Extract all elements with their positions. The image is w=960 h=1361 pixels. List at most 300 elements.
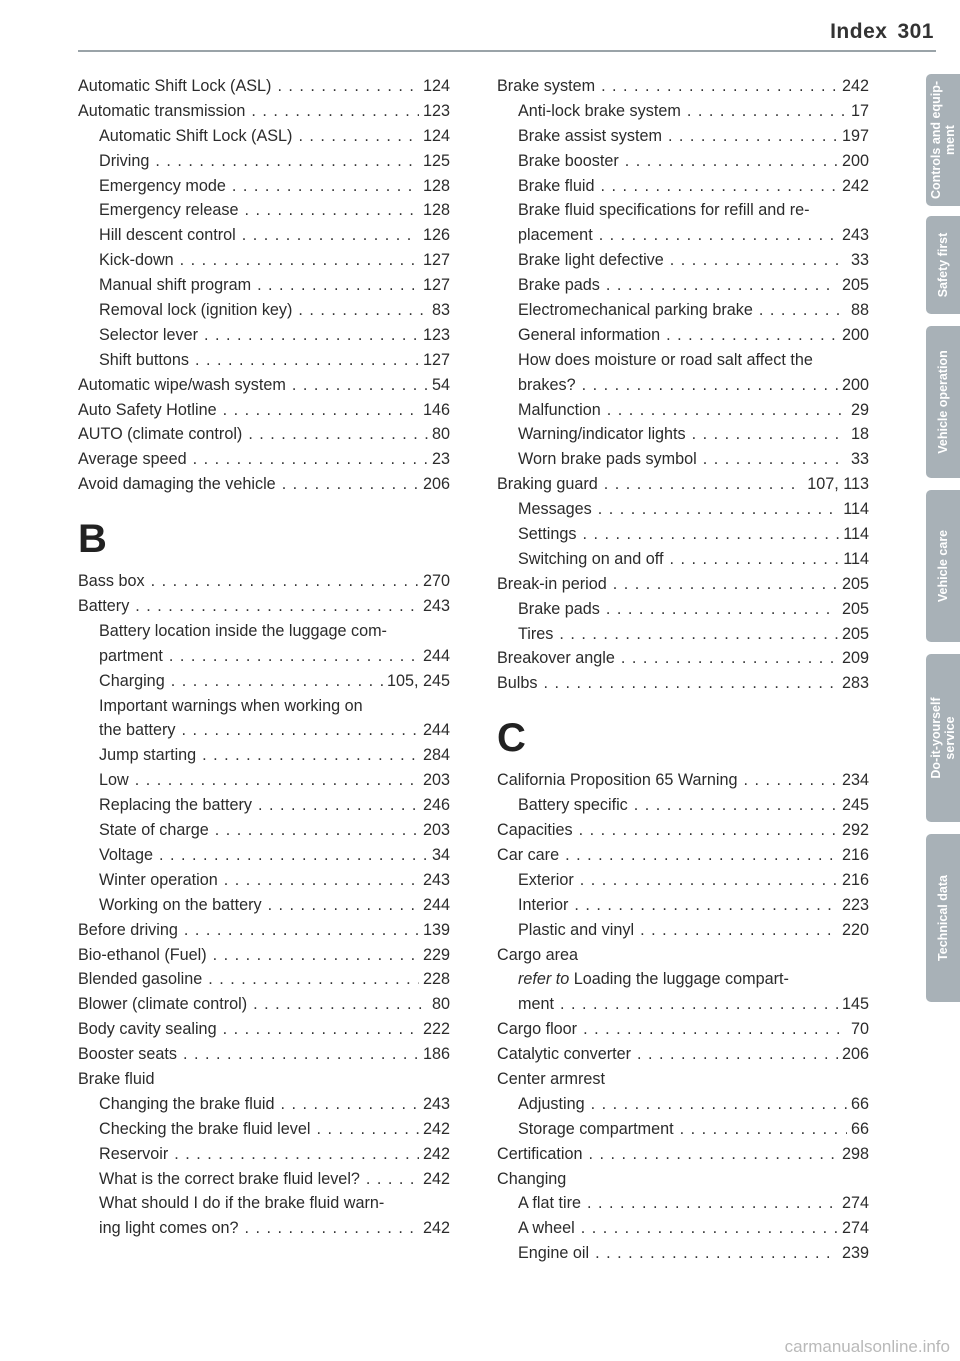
section-letter: B — [78, 517, 107, 562]
page-reference[interactable]: 298 — [841, 1144, 869, 1163]
index-subentry[interactable] — [497, 99, 869, 124]
page-reference[interactable]: 114 — [843, 525, 869, 544]
entry-text: Cargo area — [497, 945, 578, 964]
page-reference[interactable]: 246 — [422, 796, 450, 815]
chapter-tab[interactable] — [926, 216, 960, 314]
entry-text: Plastic and vinyl — [518, 920, 635, 939]
entry-text: ment — [518, 995, 554, 1014]
entry-text: Changing the brake fluid — [99, 1094, 275, 1113]
dot-leader — [135, 768, 419, 793]
index-entry[interactable] — [78, 74, 450, 99]
page-reference[interactable]: 70 — [850, 1020, 869, 1039]
entry-text: A wheel — [518, 1219, 575, 1238]
index-subentry[interactable] — [78, 273, 450, 298]
dot-leader — [277, 74, 419, 99]
index-subentry[interactable] — [497, 497, 869, 522]
entry-text: Switching on and off — [518, 549, 664, 568]
index-subentry[interactable] — [497, 1216, 869, 1241]
index-subentry[interactable] — [78, 298, 450, 323]
page-reference[interactable]: 242 — [841, 77, 869, 95]
index-subentry[interactable] — [497, 1092, 869, 1117]
index-subentry — [78, 619, 450, 644]
entry-text: Driving — [99, 151, 150, 170]
entry-text: Battery — [78, 597, 130, 616]
chapter-tab[interactable] — [926, 74, 960, 206]
page-reference[interactable]: 88 — [850, 301, 869, 320]
page-reference[interactable]: 242 — [841, 176, 869, 195]
page-reference[interactable]: 114 — [843, 500, 869, 519]
index-entry[interactable] — [78, 992, 450, 1017]
page-reference[interactable]: 125 — [422, 151, 450, 170]
page-reference[interactable]: 244 — [422, 646, 450, 665]
entry-text: Braking guard — [497, 475, 598, 494]
index-subentry[interactable] — [497, 597, 869, 622]
page-reference[interactable]: 127 — [422, 276, 450, 295]
page-reference[interactable]: 200 — [841, 375, 869, 394]
index-entry[interactable] — [497, 671, 869, 696]
entry-text: Warning/indicator lights — [518, 425, 686, 444]
dot-leader — [591, 1092, 847, 1117]
chapter-tab[interactable] — [926, 490, 960, 642]
dot-leader — [583, 522, 840, 547]
entry-text: Emergency mode — [99, 176, 226, 195]
index-entry[interactable] — [497, 768, 869, 793]
page-reference[interactable]: 203 — [422, 771, 450, 790]
index-subentry[interactable] — [78, 174, 450, 199]
entry-text: Brake fluid — [78, 1069, 155, 1088]
entry-text: Avoid damaging the vehicle — [78, 475, 276, 494]
chapter-tab[interactable] — [926, 834, 960, 1002]
index-subentry[interactable] — [78, 818, 450, 843]
entry-text: brakes? — [518, 375, 576, 394]
index-subentry — [497, 348, 869, 373]
dot-leader — [613, 572, 838, 597]
dot-leader — [574, 893, 838, 918]
index-entry[interactable] — [78, 373, 450, 398]
page-reference[interactable]: 83 — [431, 301, 450, 320]
page-reference[interactable]: 205 — [841, 574, 869, 593]
page-number: 301 — [897, 20, 934, 43]
dot-leader — [599, 223, 838, 248]
page-reference[interactable]: 200 — [841, 325, 869, 344]
page-reference[interactable]: 229 — [422, 945, 450, 964]
page-reference[interactable]: 245 — [841, 796, 869, 815]
entry-text: Brake pads — [518, 276, 600, 295]
dot-leader — [601, 74, 838, 99]
entry-text: Jump starting — [99, 746, 197, 765]
dot-leader — [316, 1117, 419, 1142]
page-reference[interactable]: 274 — [841, 1194, 869, 1213]
page-reference[interactable]: 283 — [841, 674, 869, 693]
entry-text: Winter operation — [99, 870, 218, 889]
page-reference[interactable]: 228 — [422, 970, 450, 989]
page-reference[interactable]: 243 — [422, 1094, 450, 1113]
chapter-tab-label: Vehicle operation — [936, 350, 950, 454]
index-entry[interactable] — [78, 422, 450, 447]
header-title: Index — [830, 20, 888, 43]
dot-leader — [666, 323, 838, 348]
index-subentry[interactable] — [497, 422, 869, 447]
dot-leader — [169, 644, 419, 669]
index-entry[interactable] — [497, 1017, 869, 1042]
index-subentry[interactable] — [78, 1167, 450, 1192]
page-reference[interactable]: 33 — [850, 251, 869, 270]
index-subentry[interactable] — [497, 248, 869, 273]
chapter-tab-label: Controls and equip- ment — [929, 80, 957, 200]
index-subentry[interactable] — [497, 223, 869, 248]
page-reference[interactable]: 205 — [841, 624, 869, 643]
index-subentry — [497, 967, 869, 992]
page-reference[interactable]: 197 — [841, 126, 869, 145]
entry-text: Battery specific — [518, 796, 628, 815]
index-subentry[interactable] — [497, 868, 869, 893]
page-reference[interactable]: 206 — [841, 1045, 869, 1064]
entry-text: Voltage — [99, 845, 154, 864]
dot-leader — [258, 793, 419, 818]
page-reference[interactable]: 66 — [850, 1119, 869, 1138]
page-reference[interactable]: 124 — [422, 77, 450, 95]
entry-text: Bulbs — [497, 674, 538, 693]
chapter-tab-label: Technical data — [936, 875, 950, 961]
dot-leader — [581, 1216, 838, 1241]
page-reference[interactable]: 242 — [422, 1169, 450, 1188]
index-subentry[interactable] — [497, 273, 869, 298]
index-subentry[interactable] — [78, 743, 450, 768]
index-subentry[interactable] — [497, 373, 869, 398]
chapter-tab-label: Vehicle care — [936, 529, 950, 603]
index-subentry[interactable] — [497, 298, 869, 323]
index-entry[interactable] — [78, 472, 450, 497]
entry-text: Shift buttons — [99, 350, 189, 369]
dot-leader — [759, 298, 847, 323]
index-subentry[interactable] — [78, 248, 450, 273]
entry-text: ing light comes on? — [99, 1219, 239, 1238]
page-reference[interactable]: 292 — [841, 821, 869, 840]
dot-leader — [692, 422, 847, 447]
page-reference[interactable]: 29 — [850, 400, 869, 419]
page-reference[interactable]: 127 — [422, 251, 450, 270]
page-reference[interactable]: 126 — [422, 226, 450, 245]
dot-leader — [257, 273, 419, 298]
index-entry — [497, 943, 869, 968]
index-subentry[interactable] — [78, 669, 450, 694]
index-subentry[interactable] — [78, 124, 450, 149]
page-reference[interactable]: 124 — [422, 126, 450, 145]
dot-leader — [253, 992, 428, 1017]
dot-leader — [606, 273, 838, 298]
entry-text: What should I do if the brake fluid warn- — [99, 1194, 385, 1213]
page-reference[interactable]: 186 — [422, 1045, 450, 1064]
page-reference[interactable]: 105, 245 — [386, 671, 450, 690]
index-subentry[interactable] — [78, 1117, 450, 1142]
dot-leader — [565, 843, 838, 868]
entry-text: Messages — [518, 500, 592, 519]
dot-leader — [215, 818, 419, 843]
page-reference[interactable]: 243 — [422, 870, 450, 889]
dot-leader — [248, 422, 428, 447]
entry-text: partment — [99, 646, 163, 665]
page-reference[interactable]: 200 — [841, 151, 869, 170]
entry-text: Working on the battery — [99, 895, 262, 914]
page-reference[interactable]: 223 — [841, 895, 869, 914]
dot-leader — [298, 298, 428, 323]
index-entry[interactable] — [78, 569, 450, 594]
index-entry[interactable] — [78, 447, 450, 472]
dot-leader — [634, 793, 838, 818]
page-reference[interactable]: 239 — [841, 1244, 869, 1263]
index-entry[interactable] — [497, 646, 869, 671]
page-reference[interactable]: 128 — [422, 201, 450, 220]
dot-leader — [598, 497, 839, 522]
entry-text: Cargo floor — [497, 1020, 578, 1039]
dot-leader — [224, 868, 419, 893]
page-reference[interactable]: 145 — [841, 995, 869, 1014]
index-subentry[interactable] — [497, 893, 869, 918]
entry-text: Low — [99, 771, 129, 790]
page-reference[interactable]: 128 — [422, 176, 450, 195]
page-reference[interactable]: 33 — [850, 450, 869, 469]
chapter-tab-label: Safety first — [936, 232, 950, 298]
index-subentry[interactable] — [497, 124, 869, 149]
index-entry[interactable] — [497, 572, 869, 597]
page-reference[interactable]: 216 — [841, 845, 869, 864]
page-reference[interactable]: 284 — [422, 746, 450, 765]
page-reference[interactable]: 244 — [422, 895, 450, 914]
entry-text: Battery location inside the luggage com- — [99, 621, 387, 640]
index-entry[interactable] — [78, 943, 450, 968]
index-subentry[interactable] — [497, 398, 869, 423]
dot-leader — [184, 918, 419, 943]
index-subentry[interactable] — [497, 992, 869, 1017]
index-subentry[interactable] — [78, 149, 450, 174]
dot-leader — [155, 149, 419, 174]
page-reference[interactable]: 206 — [422, 475, 450, 494]
page-reference[interactable]: 242 — [422, 1119, 450, 1138]
entry-text: Replacing the battery — [99, 796, 252, 815]
index-entry[interactable] — [497, 843, 869, 868]
dot-leader — [208, 967, 419, 992]
page-reference[interactable]: 244 — [422, 721, 450, 740]
entry-text: Selector lever — [99, 325, 198, 344]
header-rule — [78, 50, 936, 52]
index-subentry[interactable] — [78, 223, 450, 248]
index-subentry[interactable] — [78, 1092, 450, 1117]
index-entry[interactable] — [497, 74, 869, 99]
entry-text: the battery — [99, 721, 176, 740]
page-reference[interactable]: 114 — [843, 549, 869, 568]
entry-text: Catalytic converter — [497, 1045, 632, 1064]
page-reference[interactable]: 17 — [850, 101, 869, 120]
page-reference[interactable]: 242 — [422, 1144, 450, 1163]
page-reference[interactable]: 205 — [841, 599, 869, 618]
index-entry[interactable] — [497, 472, 869, 497]
index-entry[interactable] — [78, 398, 450, 423]
page-reference[interactable]: 80 — [431, 995, 450, 1014]
index-subentry[interactable] — [78, 644, 450, 669]
page-reference[interactable]: 270 — [422, 572, 450, 591]
index-subentry[interactable] — [497, 793, 869, 818]
index-subentry[interactable] — [78, 893, 450, 918]
index-subentry[interactable] — [78, 1142, 450, 1167]
entry-text: How does moisture or road salt affect the — [518, 350, 813, 369]
dot-leader — [560, 992, 838, 1017]
page-reference[interactable]: 203 — [422, 821, 450, 840]
page-reference[interactable]: 23 — [431, 450, 450, 469]
dot-leader — [366, 1167, 419, 1192]
index-subentry[interactable] — [497, 149, 869, 174]
page-reference[interactable]: 243 — [841, 226, 869, 245]
index-subentry[interactable] — [497, 1117, 869, 1142]
page-reference[interactable]: 139 — [422, 920, 450, 939]
page-reference[interactable]: 242 — [422, 1219, 450, 1238]
dot-leader — [680, 1117, 847, 1142]
cross-reference: refer to — [518, 970, 570, 989]
dot-leader — [640, 918, 838, 943]
entry-text: placement — [518, 226, 593, 245]
index-subentry[interactable] — [78, 793, 450, 818]
index-column-left — [78, 74, 450, 1241]
entry-text: Body cavity sealing — [78, 1020, 217, 1039]
dot-leader — [213, 943, 419, 968]
entry-text: Brake fluid — [518, 176, 595, 195]
entry-text: Booster seats — [78, 1045, 177, 1064]
entry-text: Blended gasoline — [78, 970, 203, 989]
index-entry[interactable] — [78, 967, 450, 992]
page-reference[interactable]: 146 — [422, 400, 450, 419]
index-subentry[interactable] — [497, 918, 869, 943]
dot-leader — [193, 447, 428, 472]
entry-text: Settings — [518, 525, 577, 544]
entry-text: Anti-lock brake system — [518, 101, 681, 120]
page-reference[interactable]: 80 — [431, 425, 450, 444]
page-reference[interactable]: 216 — [841, 870, 869, 889]
index-entry — [78, 1067, 450, 1092]
page-reference[interactable]: 123 — [422, 101, 450, 120]
entry-text: Tires — [518, 624, 554, 643]
page-reference[interactable]: 243 — [422, 597, 450, 616]
index-subentry[interactable] — [497, 1191, 869, 1216]
index-subentry[interactable] — [497, 622, 869, 647]
dot-leader — [195, 348, 419, 373]
index-entry[interactable] — [78, 1042, 450, 1067]
index-subentry[interactable] — [78, 843, 450, 868]
page-reference[interactable]: 220 — [841, 920, 869, 939]
index-subentry[interactable] — [497, 522, 869, 547]
dot-leader — [670, 248, 847, 273]
index-entry[interactable] — [78, 594, 450, 619]
dot-leader — [606, 597, 838, 622]
index-subentry[interactable] — [78, 868, 450, 893]
index-subentry[interactable] — [497, 547, 869, 572]
index-entry[interactable] — [497, 1042, 869, 1067]
dot-leader — [242, 223, 419, 248]
page-reference[interactable]: 205 — [841, 276, 869, 295]
page-reference[interactable]: 54 — [431, 375, 450, 394]
dot-leader — [670, 547, 840, 572]
entry-text: Brake fluid specifications for refill and re- — [518, 201, 810, 220]
dot-leader — [583, 1017, 847, 1042]
dot-leader — [668, 124, 838, 149]
entry-text: Auto Safety Hotline — [78, 400, 217, 419]
index-subentry[interactable] — [497, 1241, 869, 1266]
entry-text — [518, 967, 789, 992]
index-entry[interactable] — [497, 1142, 869, 1167]
page-reference[interactable]: 222 — [422, 1020, 450, 1039]
entry-text: Important warnings when working on — [99, 696, 363, 715]
entry-text: Electromechanical parking brake — [518, 301, 753, 320]
entry-text: A flat tire — [518, 1194, 581, 1213]
index-subentry — [78, 694, 450, 719]
index-subentry[interactable] — [78, 198, 450, 223]
entry-text: What is the correct brake fluid level? — [99, 1169, 360, 1188]
entry-text: Automatic Shift Lock (ASL) — [99, 126, 293, 145]
dot-leader — [587, 1191, 838, 1216]
entry-text: Brake pads — [518, 599, 600, 618]
section-letter: C — [497, 716, 526, 761]
entry-text: Worn brake pads symbol — [518, 450, 697, 469]
entry-text: Certification — [497, 1144, 583, 1163]
dot-leader — [204, 323, 419, 348]
dot-leader — [171, 669, 383, 694]
index-subentry[interactable] — [78, 323, 450, 348]
index-subentry[interactable] — [78, 348, 450, 373]
dot-leader — [625, 149, 838, 174]
index-entry — [497, 1167, 869, 1192]
entry-text: Brake booster — [518, 151, 619, 170]
index-subentry[interactable] — [78, 1216, 450, 1241]
dot-leader — [151, 569, 419, 594]
entry-text-rest: Loading the luggage compart- — [569, 970, 789, 989]
dot-leader — [588, 1142, 838, 1167]
index-entry[interactable] — [78, 99, 450, 124]
index-subentry — [78, 1191, 450, 1216]
entry-text: Average speed — [78, 450, 187, 469]
index-subentry[interactable] — [497, 447, 869, 472]
dot-leader — [281, 1092, 419, 1117]
dot-leader — [703, 447, 847, 472]
index-entry[interactable] — [78, 1017, 450, 1042]
page-reference[interactable]: 209 — [841, 649, 869, 668]
dot-leader — [298, 124, 419, 149]
entry-text: Charging — [99, 671, 165, 690]
index-subentry[interactable] — [497, 174, 869, 199]
entry-text: Kick-down — [99, 251, 174, 270]
page-reference[interactable]: 274 — [841, 1219, 869, 1238]
entry-text: Removal lock (ignition key) — [99, 301, 293, 320]
entry-text: Before driving — [78, 920, 178, 939]
chapter-tab[interactable] — [926, 326, 960, 478]
page-reference[interactable]: 66 — [850, 1094, 869, 1113]
page-reference[interactable]: 127 — [422, 350, 450, 369]
page-reference[interactable]: 123 — [422, 325, 450, 344]
index-entry[interactable] — [497, 818, 869, 843]
index-column-right — [497, 74, 869, 1266]
dot-leader — [174, 1142, 419, 1167]
chapter-tab[interactable] — [926, 654, 960, 822]
entry-text: Center armrest — [497, 1069, 605, 1088]
index-subentry[interactable] — [497, 323, 869, 348]
index-subentry[interactable] — [78, 768, 450, 793]
page-reference[interactable]: 34 — [431, 845, 450, 864]
index-entry — [497, 1067, 869, 1092]
entry-text: Exterior — [518, 870, 574, 889]
index-subentry[interactable] — [78, 718, 450, 743]
dot-leader — [223, 398, 419, 423]
page-reference[interactable]: 18 — [850, 425, 869, 444]
page-reference[interactable]: 234 — [841, 771, 869, 790]
index-entry[interactable] — [78, 918, 450, 943]
page-reference[interactable]: 107, 113 — [807, 475, 869, 494]
